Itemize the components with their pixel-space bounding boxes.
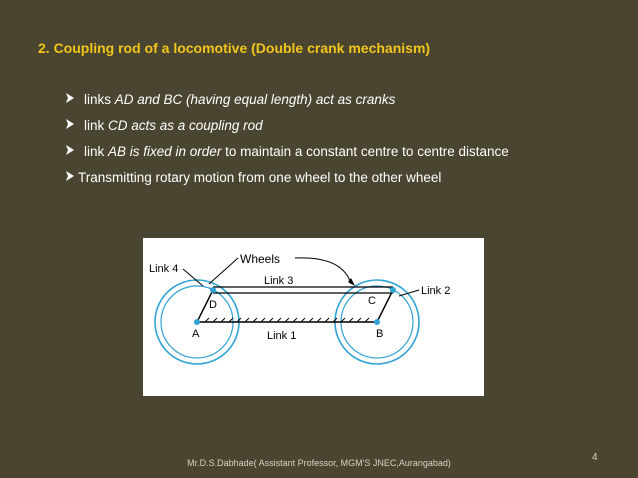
bullet-item-4 — [64, 169, 624, 195]
arrow-bullet-icon — [64, 91, 78, 109]
link4-leader — [183, 269, 203, 286]
link3-label: Link 3 — [264, 275, 294, 287]
bullet-text-italic: AB is fixed in order — [108, 144, 222, 159]
link1-label: Link 1 — [267, 330, 297, 342]
slide-title: 2. Coupling rod of a locomotive (Double crank mechanism) — [38, 40, 431, 56]
bullet-text-italic: CD acts as a coupling rod — [108, 118, 263, 133]
link2-label: Link 2 — [421, 285, 451, 297]
label-c: C — [368, 295, 376, 307]
label-b: B — [376, 328, 384, 340]
bullet-list — [64, 91, 624, 195]
bullet-text-italic: AD and BC (having equal length) act as cranks — [114, 92, 396, 107]
arrow-bullet-icon — [64, 169, 78, 187]
joint-c — [390, 287, 396, 293]
joint-b — [374, 319, 380, 325]
arrow-bullet-icon — [64, 117, 78, 135]
link4-label: Link 4 — [149, 263, 179, 275]
crank-bc — [377, 290, 393, 322]
label-d: D — [209, 299, 217, 311]
footer-text: Mr.D.S.Dabhade( Assistant Professor, MGM'S JNEC,Aurangabad) — [187, 458, 451, 468]
joint-a — [194, 319, 200, 325]
bullet-text: link — [84, 144, 109, 159]
bullet-item-3 — [64, 143, 624, 169]
mechanism-figure — [143, 238, 484, 396]
joint-d — [210, 287, 216, 293]
wheels-label: Wheels — [240, 252, 281, 266]
bullet-item-2 — [64, 117, 624, 143]
bullet-text: Transmitting rotary motion from one wheel to the other wheel — [78, 170, 442, 185]
page-number: 4 — [592, 452, 598, 463]
double-crank-diagram — [143, 238, 484, 396]
wheels-leader-right — [295, 258, 351, 284]
arrow-bullet-icon — [64, 143, 78, 161]
label-a: A — [192, 328, 200, 340]
bullet-text: to maintain a constant centre to centre distance — [221, 144, 509, 159]
bullet-text: link — [84, 118, 109, 133]
bullet-text: links — [84, 92, 115, 107]
bullet-item-1 — [64, 91, 624, 117]
wheels-leader-left — [209, 258, 238, 284]
